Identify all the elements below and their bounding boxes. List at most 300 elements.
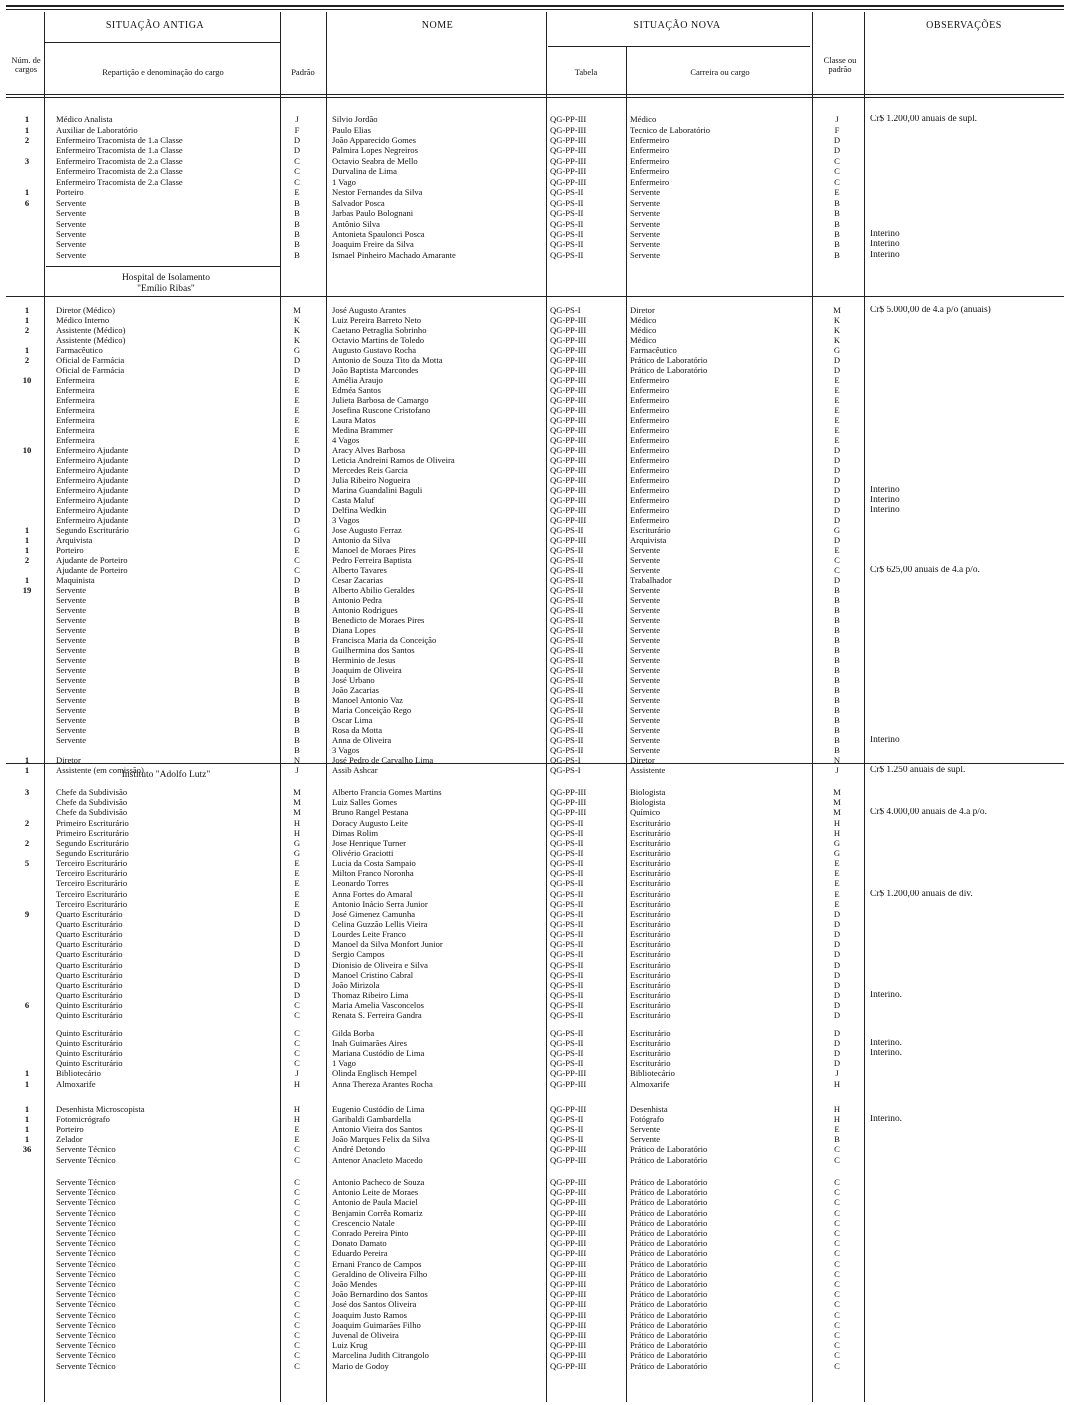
header-nome: NOME [421,20,454,31]
cell-num-cargos: 1 [24,1069,30,1079]
cell-classe: C [834,1341,840,1351]
cell-observacao: Cr$ 1.250 anuais de supl. [870,766,966,775]
cell-cargo-name: Quinto Escriturário [56,1011,123,1021]
cell-classe: D [833,1011,841,1021]
cell-tabela: QG-PS-II [550,706,584,715]
cell-tabela: QG-PP-III [550,426,587,435]
cell-num-cargos: 1 [24,1135,30,1145]
cell-cargo-name: Maquinista [56,576,95,585]
cell-nome: Manoel Antonio Vaz [332,696,403,705]
cell-padrao: C [294,177,300,187]
cell-classe: C [834,156,840,166]
cell-padrao: D [293,446,301,455]
cell-nome: Durvalina de Lima [332,167,397,177]
cell-tabela: QG-PS-I [550,766,581,775]
cell-carreira: Servente [630,606,661,615]
cell-tabela: QG-PS-II [550,576,584,585]
cell-classe: D [833,456,841,465]
cell-tabela: QG-PP-III [550,1361,587,1371]
cell-nome: Jose Henrique Turner [332,838,406,848]
cell-nome: Eduardo Pereira [332,1249,388,1259]
cell-nome: João Mendes [332,1280,378,1289]
cell-tabela: QG-PP-III [550,446,587,455]
cell-classe: C [834,556,840,565]
cell-carreira: Prático de Laboratório [630,1249,708,1259]
cell-tabela: QG-PS-II [550,1125,584,1135]
cell-nome: Eugenio Custódio de Lima [332,1105,425,1114]
cell-classe: D [833,1059,841,1069]
cell-padrao: E [294,899,300,909]
cell-cargo-name: Servente Técnico [56,1351,116,1361]
cell-padrao: B [294,616,300,625]
cell-padrao: C [294,1155,300,1165]
cell-classe: B [834,646,840,655]
cell-padrao: D [293,366,301,375]
cell-cargo-name: Servente Técnico [56,1331,116,1340]
cell-cargo-name: Servente Técnico [56,1155,116,1165]
cell-nome: Antonio Rodrigues [332,606,398,615]
cell-nome: Amélia Araujo [332,376,383,385]
cell-carreira: Enfermeiro [630,406,670,415]
cell-carreira: Enfermeiro [630,436,670,445]
cell-nome: Conrado Pereira Pinto [332,1229,409,1238]
cell-cargo-name: Enfermeiro Ajudante [56,466,129,475]
cell-tabela: QG-PS-II [550,1029,584,1038]
cell-padrao: B [294,606,300,615]
cell-cargo-name: Chefe da Subdivisão [56,808,128,818]
cell-nome: Benjamin Corrêa Romariz [332,1208,423,1218]
cell-tabela: QG-PP-III [550,125,587,135]
cell-carreira: Prático de Laboratório [630,1155,708,1165]
cell-classe: D [833,496,841,505]
cell-padrao: C [294,1145,300,1155]
cell-nome: 1 Vago [332,1059,356,1069]
cell-cargo-name: Servente Técnico [56,1178,116,1187]
cell-carreira: Escriturário [630,828,671,838]
cell-padrao: K [293,326,301,335]
cell-nome: Manoel da Silva Monfort Junior [332,940,443,950]
cell-cargo-name: Servente [56,198,87,208]
cell-tabela: QG-PP-III [550,466,587,475]
cell-tabela: QG-PS-II [550,198,584,208]
cell-cargo-name: Oficial de Farmácia [56,366,125,375]
cell-cargo-name: Servente [56,716,87,725]
cell-cargo-name: Terceiro Escriturário [56,859,128,868]
cell-cargo-name: Servente [56,696,87,705]
cell-carreira: Assistente [630,766,666,775]
cell-cargo-name: Servente Técnico [56,1310,116,1320]
cell-cargo-name: Quinto Escriturário [56,1059,123,1069]
cell-tabela: QG-PP-III [550,506,587,515]
cell-padrao: C [294,556,300,565]
cell-nome: João Bernardino dos Santos [332,1290,428,1300]
section-title-instituto: Instituto "Adolfo Lutz" [121,770,211,780]
cell-nome: Antenor Anacleto Macedo [332,1155,423,1165]
cell-classe: D [833,356,841,365]
cell-carreira: Servente [630,219,661,229]
cell-nome: Joaquim de Oliveira [332,666,402,675]
cell-cargo-name: Almoxarife [56,1079,96,1089]
cell-cargo-name: Servente [56,646,87,655]
cell-carreira: Servente [630,656,661,665]
cell-carreira: Escriturário [630,889,671,899]
cell-nome: Dionisio de Oliveira e Silva [332,960,428,970]
cell-padrao: C [294,1188,300,1198]
cell-tabela: QG-PS-II [550,726,584,735]
cell-nome: Manoel de Moraes Pires [332,546,416,555]
cell-observacao: Interino [870,486,900,495]
cell-padrao: D [293,486,301,495]
cell-cargo-name: Servente [56,666,87,675]
cell-carreira: Servente [630,616,661,625]
cell-padrao: E [294,889,300,899]
cell-tabela: QG-PP-III [550,1269,587,1279]
cell-padrao: B [294,736,300,745]
cell-padrao: B [294,646,300,655]
cell-num-cargos: 19 [22,586,32,595]
cell-nome: Antônio Silva [332,219,380,229]
cell-classe: D [833,576,841,585]
cell-tabela: QG-PS-II [550,940,584,950]
cell-tabela: QG-PS-II [550,626,584,635]
cell-carreira: Arquivista [630,536,667,545]
cell-cargo-name: Servente Técnico [56,1290,116,1300]
cell-nome: Olivério Graciotti [332,848,394,858]
header-tabela: Tabela [574,67,598,77]
cell-carreira: Médico [630,115,657,124]
cell-nome: Caetano Petraglia Sobrinho [332,326,427,335]
cell-classe: M [833,788,841,797]
cell-carreira: Servente [630,1135,661,1145]
header-classe: Classe ou padrão [823,55,857,74]
cell-num-cargos: 1 [24,115,30,124]
cell-padrao: E [294,386,300,395]
cell-padrao: D [293,506,301,515]
cell-num-cargos: 1 [24,316,30,325]
cell-tabela: QG-PS-II [550,606,584,615]
cell-nome: João Marques Felix da Silva [332,1135,430,1145]
cell-cargo-name: Assistente (Médico) [56,326,126,335]
cell-padrao: D [293,970,301,980]
cell-num-cargos: 1 [24,188,30,198]
cell-cargo-name: Servente Técnico [56,1269,116,1279]
cell-tabela: QG-PP-III [550,346,587,355]
cell-cargo-name: Primeiro Escriturário [56,828,129,838]
cell-padrao: H [293,1105,301,1114]
cell-padrao: G [293,346,301,355]
cell-cargo-name: Enfermeiro Ajudante [56,446,129,455]
cell-nome: Medina Brammer [332,426,393,435]
cell-num-cargos: 10 [22,376,32,385]
cell-nome: Silvio Jordão [332,115,378,124]
cell-classe: C [834,1320,840,1330]
cell-tabela: QG-PS-II [550,1115,584,1125]
cell-observacao: Interino [870,240,900,250]
cell-tabela: QG-PS-II [550,1135,584,1145]
cell-carreira: Enfermeiro [630,486,670,495]
cell-classe: E [834,899,840,909]
cell-carreira: Prático de Laboratório [630,1229,708,1238]
cell-cargo-name: Diretor (Médico) [56,306,115,315]
cell-classe: N [833,756,841,765]
cell-carreira: Enfermeiro [630,146,670,156]
cell-padrao: B [294,716,300,725]
cell-classe: H [833,1115,841,1125]
cell-tabela: QG-PP-III [550,1069,587,1079]
cell-nome: Anna de Oliveira [332,736,392,745]
cell-carreira: Escriturário [630,930,671,940]
cell-classe: B [834,1135,840,1145]
cell-tabela: QG-PS-II [550,879,584,889]
cell-observacao: Interino. [870,1039,903,1049]
cell-nome: Mariana Custódio de Lima [332,1049,425,1059]
cell-padrao: D [293,960,301,970]
cell-classe: H [833,1079,841,1089]
cell-tabela: QG-PP-III [550,156,587,166]
cell-carreira: Escriturário [630,818,671,828]
cell-carreira: Diretor [630,306,655,315]
cell-classe: B [834,229,840,239]
cell-nome: Augusto Gustavo Rocha [332,346,417,355]
cell-padrao: C [294,1341,300,1351]
cell-carreira: Diretor [630,756,655,765]
cell-classe: D [833,1039,841,1049]
cell-nome: Antonio da Silva [332,536,391,545]
cell-classe: C [834,177,840,187]
col-rule-4 [546,12,547,1402]
cell-classe: C [834,1290,840,1300]
cell-tabela: QG-PP-III [550,115,587,124]
cell-num-cargos: 1 [24,756,30,765]
cell-carreira: Enfermeiro [630,167,670,177]
cell-nome: Antonio Leite de Moraes [332,1188,419,1198]
cell-padrao: B [294,229,300,239]
cell-classe: E [834,1125,840,1135]
cell-carreira: Químico [630,808,661,818]
cell-cargo-name: Médico Interno [56,316,110,325]
cell-carreira: Escriturário [630,526,671,535]
cell-padrao: C [294,1011,300,1021]
cell-classe: D [833,366,841,375]
cell-padrao: C [294,1208,300,1218]
cell-classe: D [833,1029,841,1038]
cell-cargo-name: Assistente (Médico) [56,336,126,345]
cell-classe: C [834,1208,840,1218]
cell-classe: J [835,115,839,124]
cell-cargo-name: Servente [56,726,87,735]
cell-classe: C [834,1361,840,1371]
cell-tabela: QG-PP-III [550,326,587,335]
cell-padrao: D [293,576,301,585]
cell-nome: Doracy Augusto Leite [332,818,408,828]
cell-tabela: QG-PP-III [550,808,587,818]
cell-cargo-name: Chefe da Subdivisão [56,798,128,808]
cell-tabela: QG-PS-II [550,229,584,239]
cell-nome: Diana Lopes [332,626,376,635]
cell-cargo-name: Enfermeiro Tracomista de 1.a Classe [56,146,183,156]
cell-num-cargos: 2 [24,135,30,145]
cell-nome: Herminio de Jesus [332,656,396,665]
cell-classe: C [834,1188,840,1198]
cell-padrao: C [294,1320,300,1330]
cell-nome: Maria Conceição Rego [332,706,412,715]
cell-classe: D [833,909,841,919]
cell-carreira: Escriturário [630,838,671,848]
cell-padrao: B [294,696,300,705]
cell-cargo-name: Enfermeiro Ajudante [56,506,129,515]
cell-classe: C [834,167,840,177]
cell-carreira: Fotógrafo [630,1115,664,1125]
cell-padrao: E [294,879,300,889]
cell-padrao: D [293,980,301,990]
cell-num-cargos: 6 [24,1001,30,1011]
cell-nome: José Pedro de Carvalho Lima [332,756,434,765]
cell-num-cargos: 10 [22,446,32,455]
cell-observacao: Cr$ 1.200,00 anuais de dív. [870,889,973,899]
cell-carreira: Escriturário [630,1011,671,1021]
cell-padrao: D [293,456,301,465]
header-situacao-antiga: SITUAÇÃO ANTIGA [105,20,205,31]
cell-padrao: C [294,1310,300,1320]
cell-tabela: QG-PP-III [550,366,587,375]
cell-cargo-name: Arquivista [56,536,93,545]
cell-cargo-name: Porteiro [56,546,84,555]
cell-observacao: Interino. [870,991,903,1000]
cell-padrao: B [294,250,300,260]
cell-classe: C [834,1351,840,1361]
cell-cargo-name: Servente [56,219,87,229]
cell-num-cargos: 1 [24,125,30,135]
cell-padrao: E [294,406,300,415]
cell-padrao: B [294,706,300,715]
cell-classe: E [834,188,840,198]
cell-classe: B [834,666,840,675]
cell-padrao: D [293,135,301,145]
cell-carreira: Enfermeiro [630,506,670,515]
cell-cargo-name: Servente [56,250,87,260]
cell-cargo-name: Terceiro Escriturário [56,879,128,889]
cell-tabela: QG-PP-III [550,1280,587,1289]
cell-nome: Guilhermina dos Santos [332,646,415,655]
cell-carreira: Servente [630,726,661,735]
cell-carreira: Enfermeiro [630,446,670,455]
cell-nome: Bruno Rangel Pestana [332,808,409,818]
section-title-hospital: Hospital de Isolamento [121,273,211,283]
cell-nome: Joaquim Freire da Silva [332,240,414,250]
cell-nome: Ismael Pinheiro Machado Amarante [332,250,456,260]
cell-cargo-name: Enfermeiro Ajudante [56,486,129,495]
cell-carreira: Escriturário [630,980,671,990]
cell-observacao: Cr$ 4.000,00 anuais de 4.a p/o. [870,808,987,818]
cell-padrao: C [294,1259,300,1269]
cell-classe: C [834,1259,840,1269]
col-rule-5 [626,46,627,1402]
cell-carreira: Escriturário [630,1039,671,1049]
cell-padrao: C [294,1331,300,1340]
cell-carreira: Prático de Laboratório [630,1341,708,1351]
cell-nome: João Mirizola [332,980,380,990]
header-num-cargos: Núm. de cargos [11,55,41,74]
cell-padrao: E [294,396,300,405]
cell-padrao: J [295,1069,299,1079]
cell-carreira: Enfermeiro [630,516,670,525]
cell-num-cargos: 1 [24,546,30,555]
cell-padrao: C [294,1049,300,1059]
cell-tabela: QG-PS-II [550,980,584,990]
cell-nome: Edméa Santos [332,386,381,395]
cell-nome: Antonio de Paula Maciel [332,1198,418,1208]
cell-observacao: Cr$ 1.200,00 anuais de supl. [870,115,978,124]
cell-classe: C [834,1249,840,1259]
cell-carreira: Servente [630,736,661,745]
cell-nome: Manoel Cristino Cabral [332,970,414,980]
cell-carreira: Escriturário [630,1049,671,1059]
cell-padrao: C [294,1361,300,1371]
cell-cargo-name: Servente Técnico [56,1229,116,1238]
cell-carreira: Médico [630,316,657,325]
cell-classe: B [834,209,840,219]
cell-nome: Geraldino de Oliveira Filho [332,1269,428,1279]
cell-classe: D [833,146,841,156]
cell-classe: B [834,219,840,229]
cell-carreira: Prático de Laboratório [630,1269,708,1279]
header-mid-rule-2 [548,46,810,47]
cell-nome: Alberto Francia Gomes Martins [332,788,442,797]
cell-tabela: QG-PP-III [550,1259,587,1269]
cell-padrao: B [294,209,300,219]
cell-observacao: Cr$ 5.000,00 de 4.a p/o (anuais) [870,306,991,315]
cell-nome: Antonieta Spaulonci Posca [332,229,425,239]
cell-cargo-name: Servente Técnico [56,1320,116,1330]
cell-tabela: QG-PS-II [550,240,584,250]
cell-padrao: C [294,1351,300,1361]
cell-tabela: QG-PP-III [550,1320,587,1330]
cell-cargo-name: Assistente (em comissão) [56,766,144,775]
cell-nome: Francisca Maria da Conceição [332,636,437,645]
cell-tabela: QG-PS-II [550,209,584,219]
cell-classe: E [834,376,840,385]
cell-cargo-name: Terceiro Escriturário [56,889,128,899]
cell-padrao: C [294,1300,300,1310]
cell-classe: H [833,1105,841,1114]
cell-carreira: Escriturário [630,1059,671,1069]
cell-nome: 4 Vagos [332,436,360,445]
cell-observacao: Interino [870,736,900,745]
cell-num-cargos: 5 [24,859,30,868]
cell-classe: C [834,1218,840,1228]
cell-padrao: E [294,869,300,879]
cell-padrao: D [293,536,301,545]
cell-classe: M [833,808,841,818]
cell-cargo-name: Servente Técnico [56,1239,116,1249]
cell-tabela: QG-PP-III [550,1239,587,1249]
cell-classe: D [833,506,841,515]
cell-classe: D [833,980,841,990]
cell-tabela: QG-PS-II [550,616,584,625]
cell-nome: Olinda Englisch Hempel [332,1069,417,1079]
cell-padrao: B [294,626,300,635]
cell-cargo-name: Quinto Escriturário [56,1049,123,1059]
cell-padrao: D [293,940,301,950]
cell-cargo-name: Servente [56,616,87,625]
cell-nome: Antonio Pacheco de Souza [332,1178,425,1187]
cell-classe: B [834,626,840,635]
cell-classe: G [833,346,841,355]
cell-cargo-name: Segundo Escriturário [56,838,129,848]
cell-classe: D [833,1049,841,1059]
cell-classe: B [834,706,840,715]
cell-padrao: H [293,818,301,828]
